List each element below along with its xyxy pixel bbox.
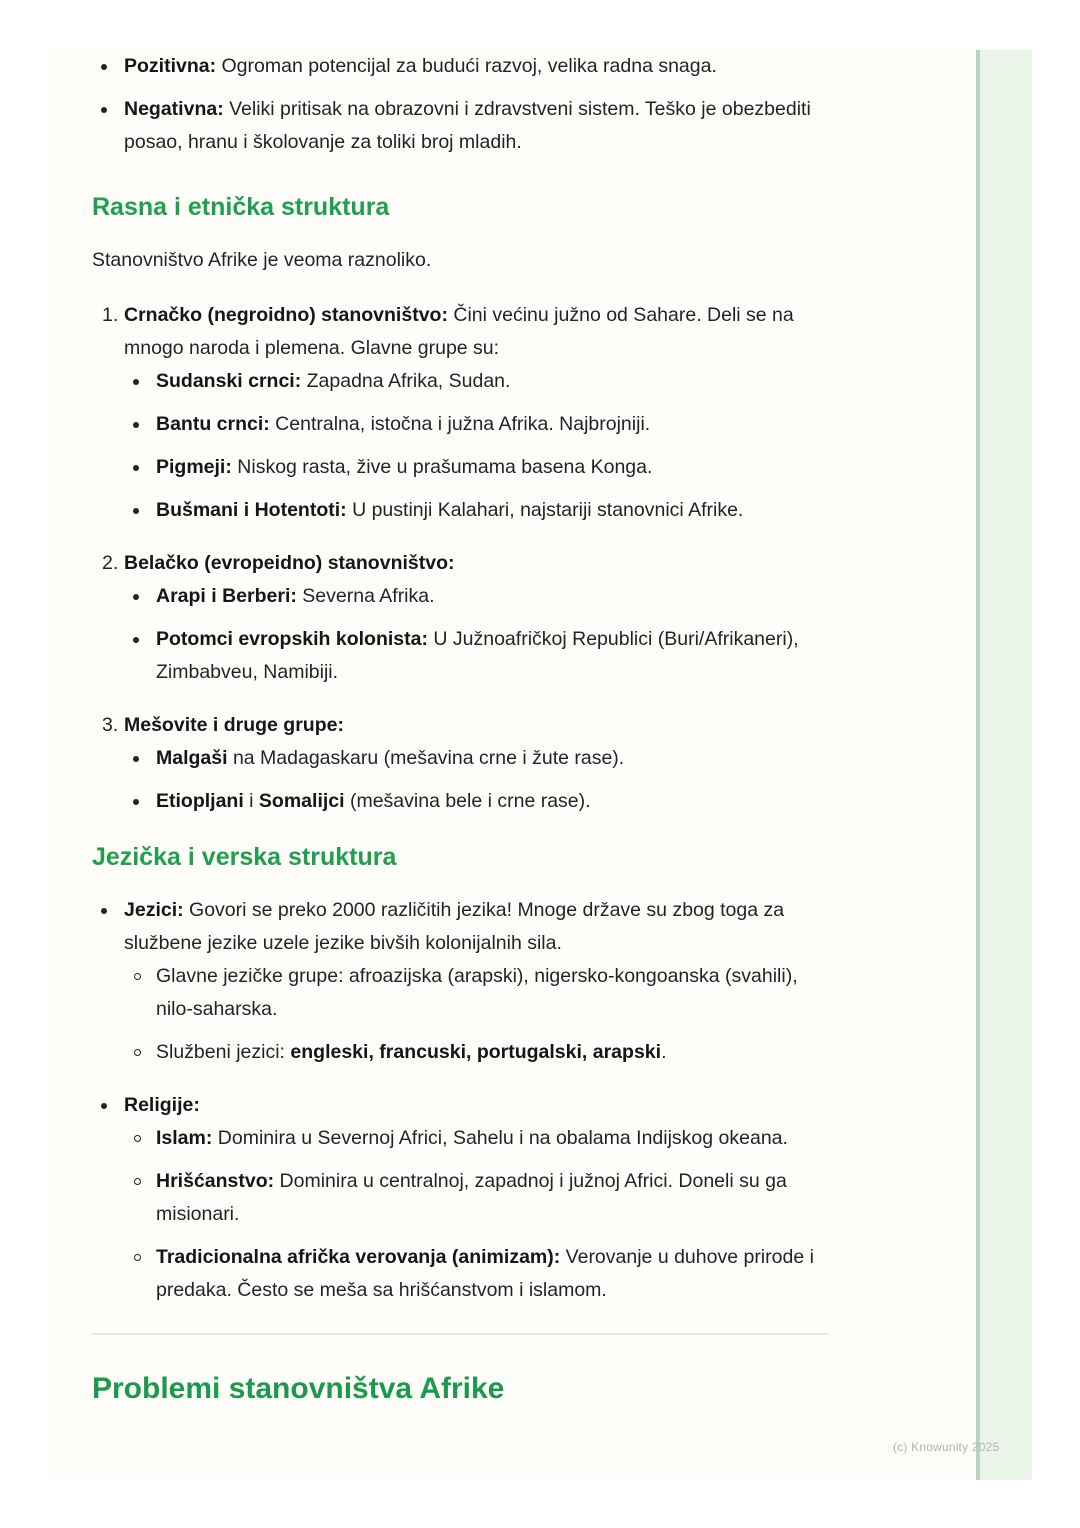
list-item [92, 93, 828, 159]
item-term: Islam: [156, 1127, 213, 1149]
item-term: Pozitivna: [124, 55, 217, 77]
item-text: Zapadna Afrika, Sudan. [301, 370, 511, 392]
item-text: i [243, 790, 259, 812]
item-text: . [661, 1041, 667, 1063]
list-item [124, 623, 828, 689]
side-strip [976, 50, 1032, 1480]
language-religion-list [92, 894, 828, 1307]
item-term: Malgaši [156, 747, 228, 769]
list-item [124, 1036, 828, 1069]
item-text: Veliki pritisak na obrazovni i zdravstveni sistem. Teško je obezbediti posao, hranu i školovanje za toliki broj mladih. [124, 98, 811, 153]
list-item [92, 894, 828, 1069]
race-groups-list [92, 299, 828, 818]
copyright-footer: (c) Knowunity 2025 [893, 1440, 1000, 1454]
section-heading-jezicka: Jezička i verska struktura [92, 843, 397, 871]
item-text: U Južnoafričkoj Republici (Buri/Afrikaneri), Zimbabveu, Namibiji. [156, 628, 799, 683]
item-term: Jezici: [124, 899, 184, 921]
list-item [124, 1122, 828, 1155]
intro-list [92, 50, 828, 159]
item-text: Ogroman potencijal za budući razvoj, velika radna snaga. [216, 55, 717, 77]
item-text: U pustinji Kalahari, najstariji stanovnici Afrike. [346, 499, 744, 521]
item-text: Dominira u centralnoj, zapadnoj i južnoj Africi. Doneli su ga misionari. [156, 1170, 787, 1225]
item-term: Sudanski crnci: [156, 370, 302, 392]
sublist [124, 365, 828, 527]
list-item [92, 50, 828, 83]
item-text: Govori se preko 2000 različitih jezika! Mnoge države su zbog toga za službene jezike uzele jezike bivših kolonijalnih sila. [124, 899, 785, 954]
sublist [124, 580, 828, 689]
list-item [92, 299, 828, 527]
sublist [124, 742, 828, 818]
item-term: Pigmeji: [156, 456, 232, 478]
list-item [124, 580, 828, 613]
item-text: Severna Afrika. [296, 585, 435, 607]
list-item [92, 1089, 828, 1307]
item-text: Službeni jezici: [156, 1041, 291, 1063]
item-term: Religije: [124, 1094, 200, 1116]
section-heading-problemi: Problemi stanovništva Afrike [92, 1372, 505, 1405]
list-number: 2. [102, 552, 119, 574]
item-term: Belačko (evropeidno) stanovništvo: [124, 552, 455, 574]
item-term: Potomci evropskih kolonista: [156, 628, 428, 650]
list-item [124, 1241, 828, 1307]
list-item [92, 709, 828, 818]
sublist [124, 960, 828, 1069]
list-item [124, 408, 828, 441]
divider [92, 1333, 828, 1335]
list-item [92, 547, 828, 689]
section-intro: Stanovništvo Afrike je veoma raznoliko. [92, 249, 432, 271]
item-text: Glavne jezičke grupe: afroazijska (arapski), nigersko-kongoanska (svahili), nilo-saharska. [156, 965, 798, 1020]
list-item [124, 451, 828, 484]
item-term: Mešovite i druge grupe: [124, 714, 344, 736]
item-term: Arapi i Berberi: [156, 585, 297, 607]
item-text: (mešavina bele i crne rase). [344, 790, 591, 812]
item-text: Niskog rasta, žive u prašumama basena Konga. [231, 456, 653, 478]
list-item [124, 960, 828, 1026]
item-text: Dominira u Severnoj Africi, Sahelu i na obalama Indijskog okeana. [212, 1127, 788, 1149]
item-term: Bušmani i Hotentoti: [156, 499, 347, 521]
list-item [124, 494, 828, 527]
item-term: Tradicionalna afrička verovanja (animizam): [156, 1246, 561, 1268]
item-term: Negativna: [124, 98, 224, 120]
item-text: na Madagaskaru (mešavina crne i žute rase). [227, 747, 625, 769]
item-term: Hrišćanstvo: [156, 1170, 275, 1192]
item-term: Somalijci [258, 790, 345, 812]
item-term: Bantu crnci: [156, 413, 270, 435]
section-heading-rasna: Rasna i etnička struktura [92, 193, 390, 221]
item-text: Centralna, istočna i južna Afrika. Najbrojniji. [269, 413, 651, 435]
list-number: 1. [102, 304, 119, 326]
item-term: Etiopljani [156, 790, 244, 812]
document-content [92, 50, 828, 1409]
list-item [124, 742, 828, 775]
item-text: Čini većinu južno od Sahare. Deli se na mnogo naroda i plemena. Glavne grupe su: [124, 304, 794, 359]
list-number: 3. [102, 714, 119, 736]
list-item [124, 1165, 828, 1231]
item-text: Verovanje u duhove prirode i predaka. Često se meša sa hrišćanstvom i islamom. [156, 1246, 814, 1301]
item-term: engleski, francuski, portugalski, arapski [290, 1041, 662, 1063]
item-term: Crnačko (negroidno) stanovništvo: [124, 304, 448, 326]
list-item [124, 785, 828, 818]
sublist [124, 1122, 828, 1307]
list-item [124, 365, 828, 398]
